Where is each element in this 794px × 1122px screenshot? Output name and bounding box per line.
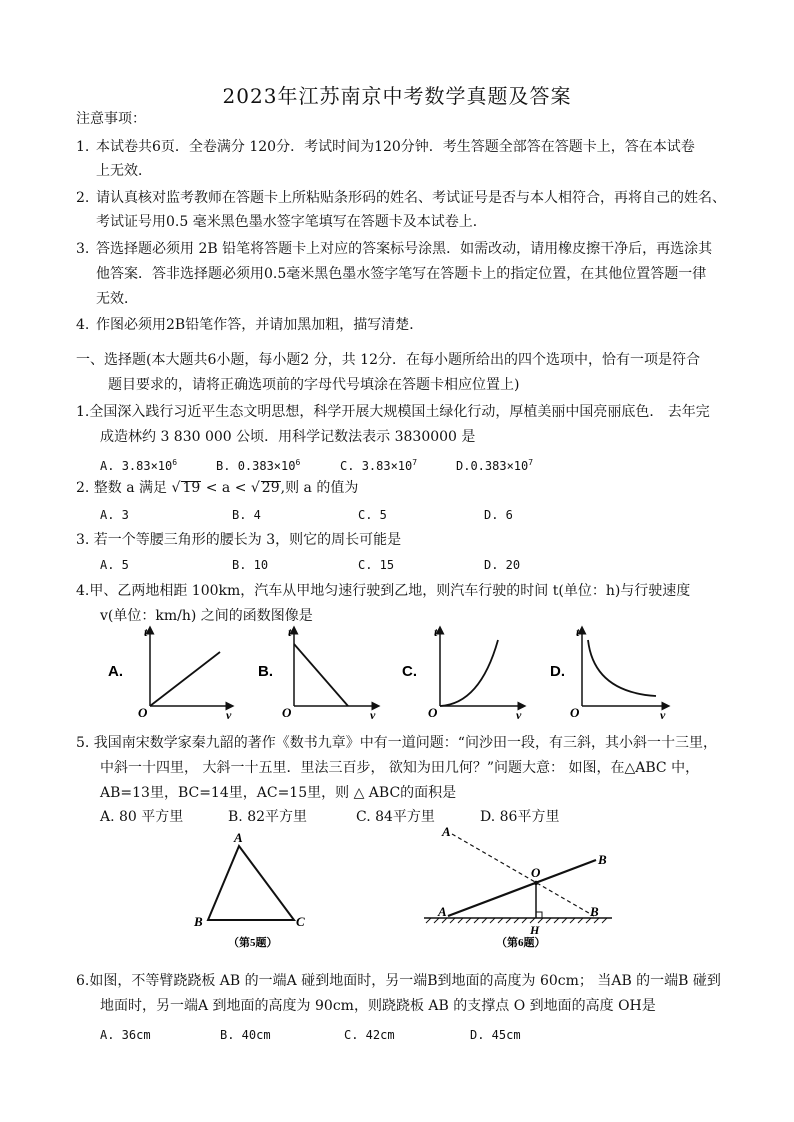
q6-option-d: D. 45cm (470, 1028, 521, 1042)
question-6: 6.如图，不等臂跷跷板 AB 的一端A 碰到地面时，另一端B到地面的高度为 60cm； 当AB 的一端B 碰到 (76, 973, 721, 989)
graph-d-v-label: v (660, 708, 666, 720)
graph-b-t-label: t (288, 625, 292, 639)
question-6-cont: 地面时，另一端A 到地面的高度为 90cm，则跷跷板 AB 的支撑点 O 到地面的高度 OH是 (100, 998, 656, 1014)
graph-b-label: B. (258, 663, 273, 680)
graph-c-curve (440, 640, 498, 706)
fig5-caption: （第5题） (228, 937, 278, 949)
q3-option-a: A. 5 (100, 558, 129, 572)
notice-item-4: 4. 作图必须用2B铅笔作答，并请加黑加粗，描写清楚． (76, 317, 424, 333)
graph-c-t-label: t (434, 625, 438, 639)
seesaw-dashed (452, 834, 594, 916)
fig5-label-a: A (234, 830, 243, 845)
question-4-cont: v(单位：km/h) 之间的函数图像是 (100, 608, 313, 624)
fig6-label-o: O (531, 865, 541, 880)
question-1: 1.全国深入践行习近平生态文明思想，科学开展大规模国土绿化行动，厚植美丽中国亮丽底色． 去年完 (76, 404, 710, 420)
graph-a (108, 625, 232, 720)
question-1-cont: 成造林约 3 830 000 公顷．用科学记数法表示 3830000 是 (100, 429, 476, 445)
q2-option-c: C. 5 (358, 508, 387, 522)
q1-option-a: A. $3.83\times 10^6$ (100, 458, 178, 473)
question-5-cont2: AB=13里，BC=14里，AC=15里，则 △ ABC的面积是 (100, 785, 457, 801)
right-angle-mark (536, 912, 542, 918)
notice-item-2: 2. 请认真核对监考教师在答题卡上所粘贴条形码的姓名、考试证号是否与本人相符合，再将自己的姓名、 (76, 190, 726, 206)
notice-heading: 注意事项： (76, 111, 146, 127)
notice-item-2-cont: 考试证号用0.5 毫米黑色墨水签字笔填写在答题卡及本试卷上． (96, 214, 487, 230)
graph-a-v-label: v (226, 708, 232, 720)
q3-option-c: C. 15 (358, 558, 395, 572)
graph-d-label: D. (550, 663, 565, 680)
question-4: 4.甲、乙两地相距 100km，汽车从甲地匀速行驶到乙地，则汽车行驶的时间 t(单位：h)与行驶速度 (76, 583, 691, 599)
notice-item-3-cont2: 无效． (96, 291, 138, 307)
seesaw-solid (448, 860, 596, 916)
fig6-label-a-ground: A (438, 904, 447, 919)
q6-option-b: B. 40cm (220, 1028, 271, 1042)
q6-option-c: C. 42cm (344, 1028, 395, 1042)
question-3: 3. 若一个等腰三角形的腰长为 3，则它的周长可能是 (76, 532, 402, 548)
graph-a-t-label: t (144, 625, 148, 639)
graph-a-curve (150, 652, 220, 706)
fig6-label-b-ground: B (590, 904, 599, 919)
q5-option-a: A. 80 平方里 (100, 809, 184, 825)
question-2: 2. 整数 a 满足 √ 19 < a < √ 29,则 a 的值为 (76, 480, 359, 496)
graph-b-v-label: v (370, 708, 376, 720)
q2-option-b: B. 4 (232, 508, 261, 522)
graph-d (550, 625, 666, 720)
notice-item-3-cont: 他答案．答非选择题必须用0.5毫米黑色墨水签字笔写在答题卡上的指定位置，在其他位置答题一律 (96, 266, 707, 282)
graph-d-origin: O (570, 705, 580, 720)
question-5: 5. 我国南宋数学家秦九韶的著作《数书九章》中有一道问题：“问沙田一段，有三斜，其小斜一十三里， (76, 735, 717, 751)
fig5-label-c: C (296, 914, 305, 929)
fig6-label-b-top: B (598, 852, 607, 867)
fig5-label-b: B (194, 914, 203, 929)
question-5-cont: 中斜一十四里， 大斜一十五里．里法三百步， 欲知为田几何？”问题大意： 如图，在△ABC 中， (100, 760, 700, 776)
pivot-o (534, 881, 538, 885)
q1-option-c: C. $3.83\times 10^7$ (340, 458, 418, 473)
q6-option-a: A. 36cm (100, 1028, 151, 1042)
graph-c (402, 625, 522, 720)
q4-graphs (100, 620, 700, 720)
triangle-abc (208, 846, 294, 920)
q2-option-a: A. 3 (100, 508, 129, 522)
figure-6 (418, 826, 618, 952)
fig6-label-a-top: A (442, 826, 451, 839)
q1-option-b: B. $0.383\times 10^6$ (216, 458, 301, 473)
section-heading: 一、选择题(本大题共6小题，每小题2 分，共 12分．在每小题所给出的四个选项中，恰有一项是符合 (76, 352, 700, 368)
q5-option-d: D. 86平方里 (480, 809, 560, 825)
q2-option-d: D. 6 (484, 508, 513, 522)
graph-b-origin: O (282, 705, 292, 720)
notice-item-1: 1. 本试卷共6页．全卷满分 120分．考试时间为120分钟．考生答题全部答在答题卡上，答在本试卷 (76, 139, 695, 155)
q5-option-b: B. 82平方里 (228, 809, 308, 825)
graph-d-t-label: t (576, 625, 580, 639)
notice-item-1-cont: 上无效． (96, 163, 152, 179)
graph-c-v-label: v (516, 708, 522, 720)
q3-option-b: B. 10 (232, 558, 269, 572)
graph-c-label: C. (402, 663, 417, 680)
page-title: 2023年江苏南京中考数学真题及答案 (222, 84, 572, 108)
figure-5 (190, 828, 330, 952)
graph-a-origin: O (138, 705, 148, 720)
graph-a-label: A. (108, 663, 123, 680)
q1-option-d: $D.0.383\times 10^7$ (456, 458, 534, 473)
section-heading-cont: 题目要求的，请将正确选项前的字母代号填涂在答题卡相应位置上) (108, 377, 520, 393)
fig6-label-h: H (530, 923, 540, 937)
graph-b-curve (294, 644, 348, 706)
notice-item-3: 3. 答选择题必须用 2B 铅笔将答题卡上对应的答案标号涂黑．如需改动，请用橡皮擦干净后，再选涂其 (76, 241, 713, 257)
graph-d-curve (588, 640, 656, 696)
graph-c-origin: O (428, 705, 438, 720)
fig6-caption: （第6题） (496, 937, 546, 949)
q5-option-c: C. 84平方里 (356, 809, 435, 825)
graph-b (258, 625, 376, 720)
q3-option-d: D. 20 (484, 558, 521, 572)
